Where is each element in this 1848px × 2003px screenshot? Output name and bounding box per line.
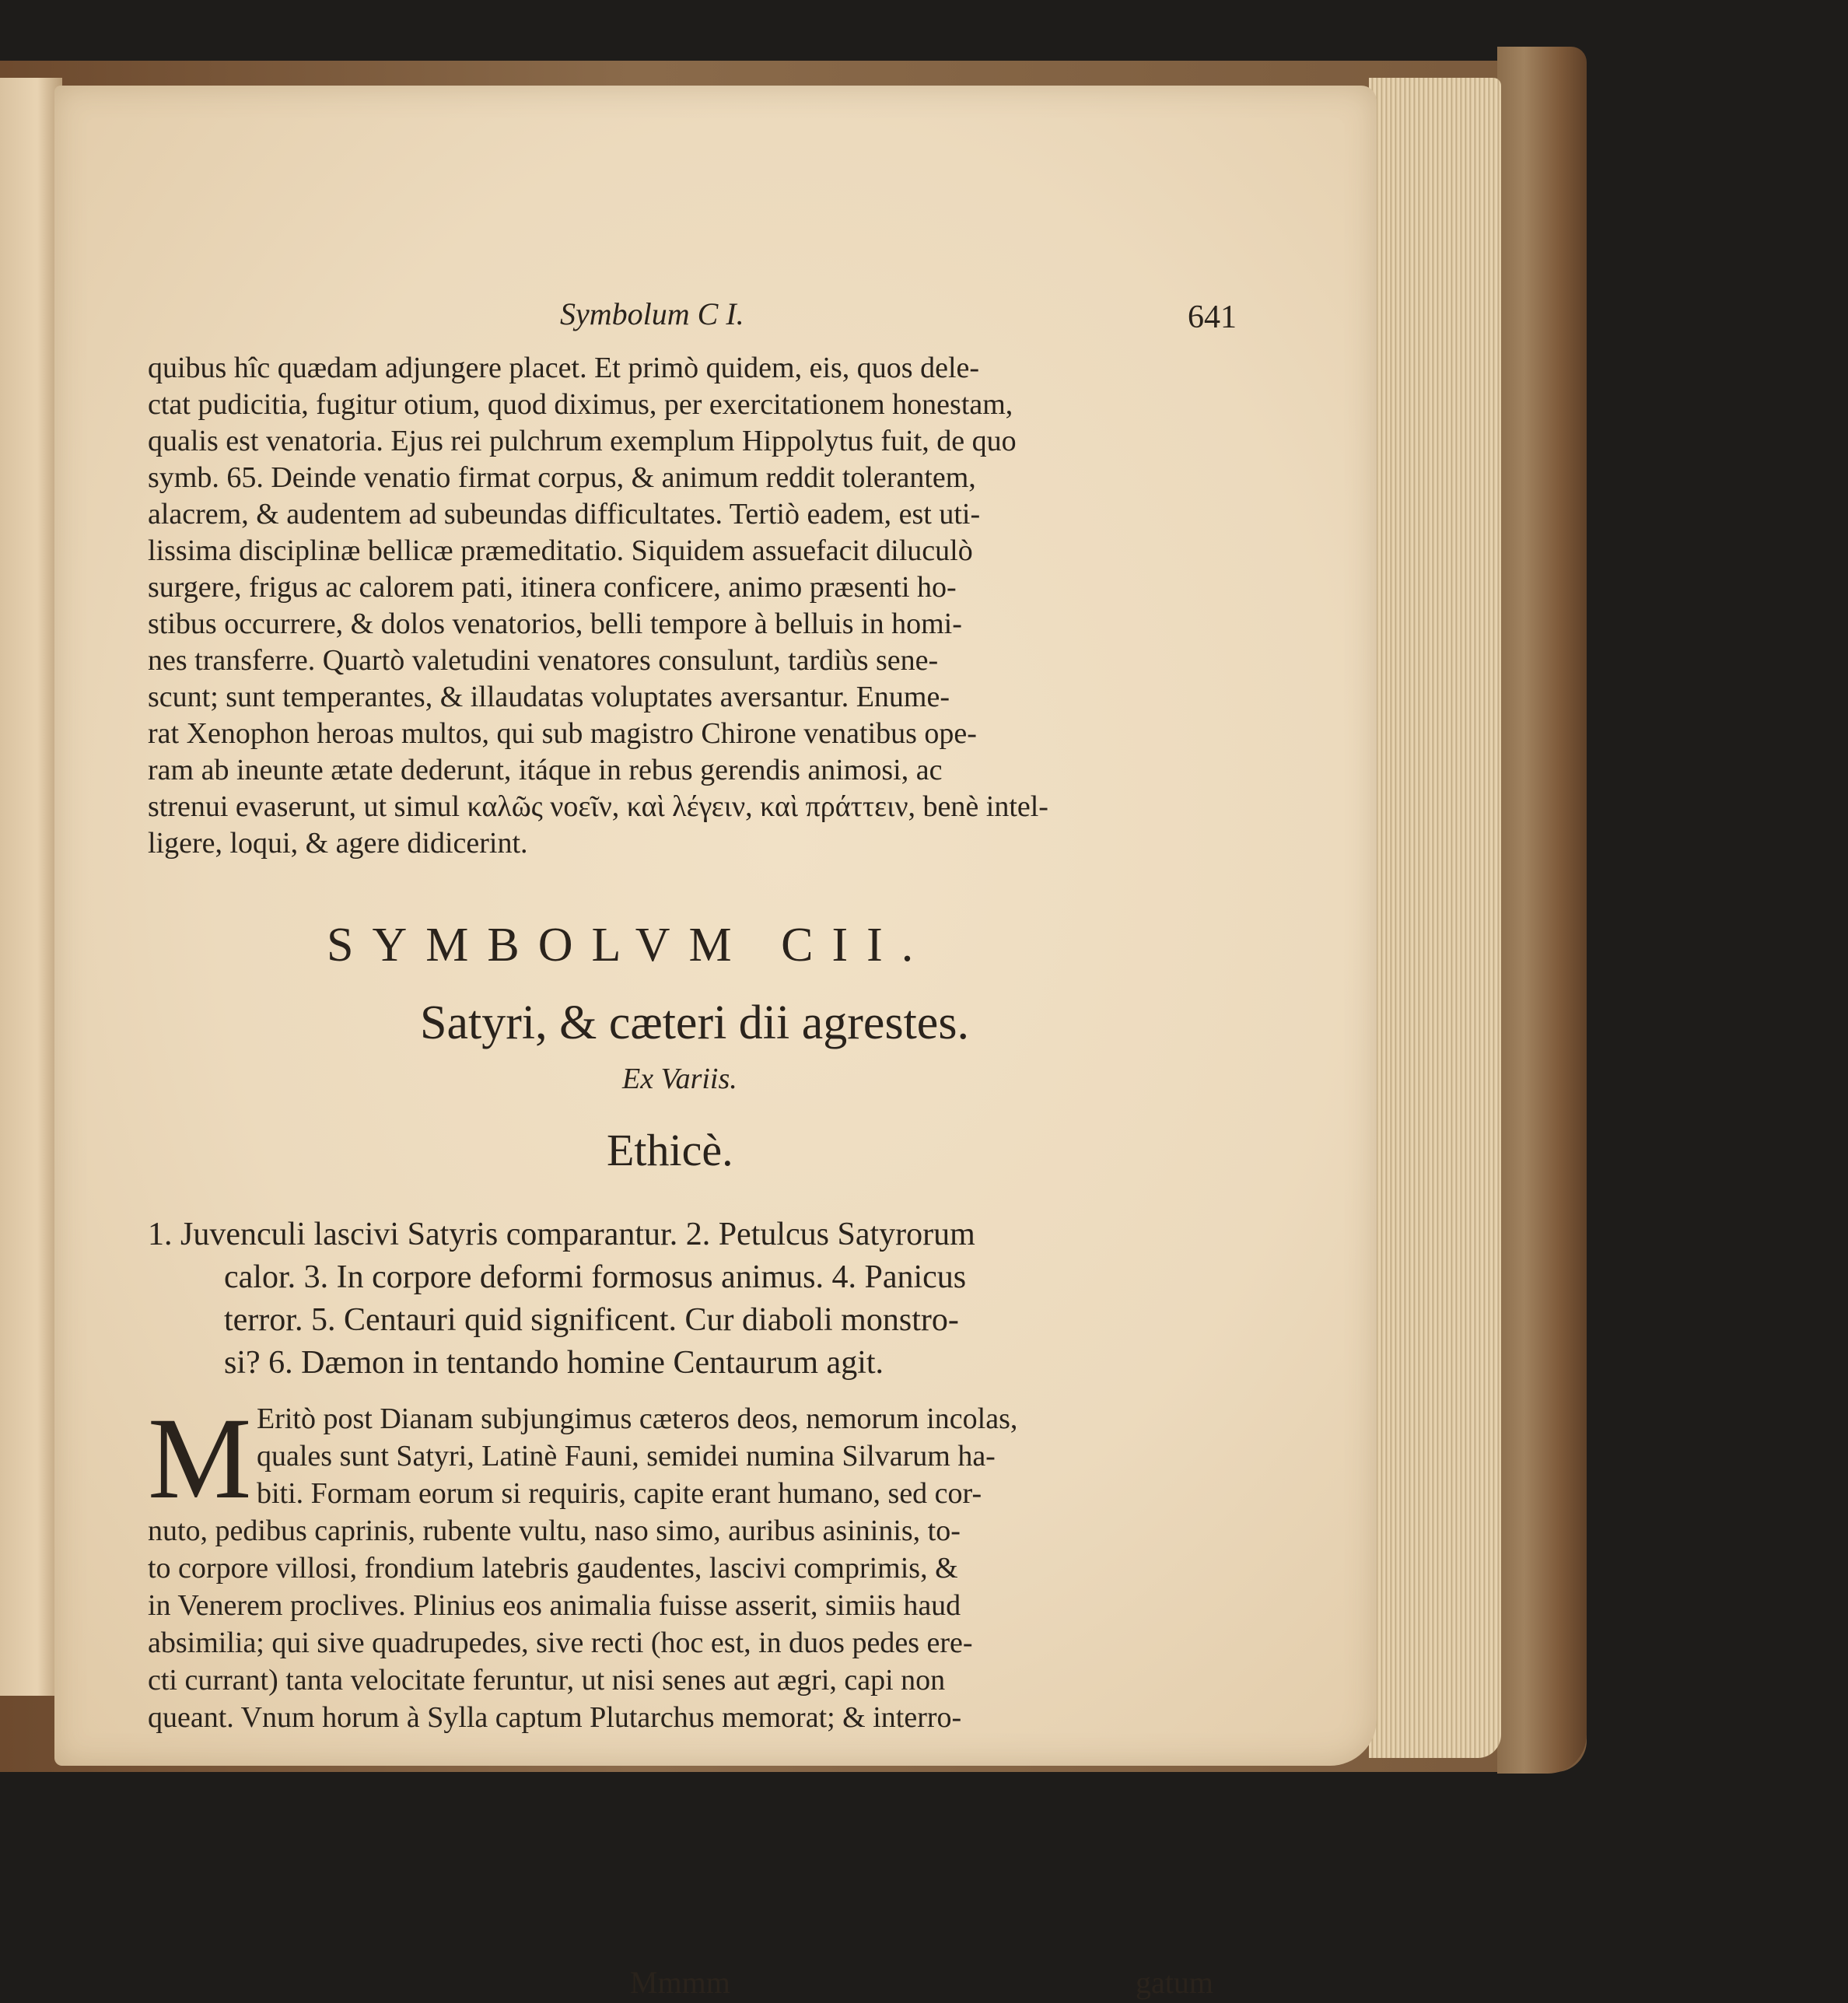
symbol-heading: SYMBOLVM CII.: [327, 919, 933, 972]
summary-list: [148, 1213, 1213, 1385]
text-line: quales sunt Satyri, Latinè Fauni, semidei numina Silvarum ha-: [257, 1440, 996, 1472]
text-line: lissima disciplinæ bellicæ præmeditatio. Siquidem assuefacit diluculò: [148, 534, 973, 567]
summary-line: 1. Juvenculi lascivi Satyris comparantur. 2. Petulcus Satyrorum: [148, 1217, 975, 1252]
text-line: symb. 65. Deinde venatio firmat corpus, & animum reddit tolerantem,: [148, 461, 976, 494]
text-line: nes transferre. Quartò valetudini venatores consulunt, tardiùs sene-: [148, 644, 939, 677]
section-label: Ethicè.: [607, 1125, 733, 1175]
text-line: in Venerem proclives. Plinius eos animalia fuisse asserit, simiis haud: [148, 1589, 961, 1622]
page-number: 641: [1188, 299, 1237, 335]
book-page: [54, 86, 1377, 2000]
summary-line: calor. 3. In corpore deformi formosus animus. 4. Panicus: [224, 1259, 967, 1295]
paragraph-continuation: [148, 350, 1237, 862]
text-line: qualis est venatoria. Ejus rei pulchrum exemplum Hippolytus fuit, de quo: [148, 425, 1017, 457]
text-line: quibus hîc quædam adjungere placet. Et primò quidem, eis, quos dele-: [148, 352, 980, 384]
summary-line: terror. 5. Centauri quid significent. Cur diaboli monstro-: [224, 1302, 959, 1338]
text-line: absimilia; qui sive quadrupedes, sive recti (hoc est, in duos pedes ere-: [148, 1627, 973, 1659]
text-line: biti. Formam eorum si requiris, capite erant humano, sed cor-: [257, 1477, 982, 1510]
body-paragraph: [148, 1394, 1213, 1736]
symbol-title: Satyri, & cæteri dii agrestes.: [420, 996, 969, 1049]
catchword: gatum: [1136, 1965, 1213, 2000]
drop-cap: M: [148, 1394, 252, 1523]
signature-mark: Mmmm: [630, 1965, 730, 2000]
page-edges: [1369, 78, 1501, 1758]
text-line: ligere, loqui, & agere didicerint.: [148, 827, 528, 860]
left-page-edge: [0, 78, 62, 1696]
symbol-source: Ex Variis.: [622, 1063, 737, 1095]
book-spine: [1497, 47, 1587, 1774]
text-line: stibus occurrere, & dolos venatorios, belli tempore à belluis in homi-: [148, 608, 962, 640]
text-line: strenui evaserunt, ut simul καλῶς νοεῖν, καὶ λέγειν, καὶ πράττειν, benè intel-: [148, 790, 1048, 823]
text-line: to corpore villosi, frondium latebris gaudentes, lascivi comprimis, &: [148, 1552, 958, 1585]
text-line: scunt; sunt temperantes, & illaudatas voluptates aversantur. Enume-: [148, 681, 950, 713]
text-line: rat Xenophon heroas multos, qui sub magistro Chirone venatibus ope-: [148, 717, 977, 750]
text-line: cti currant) tanta velocitate feruntur, ut nisi senes aut ægri, capi non: [148, 1664, 946, 1697]
text-line: alacrem, & audentem ad subeundas difficultates. Tertiò eadem, est uti-: [148, 498, 981, 531]
summary-line: si? 6. Dæmon in tentando homine Centaurum agit.: [224, 1345, 884, 1381]
text-line: ram ab ineunte ætate dederunt, itáque in rebus gerendis animosi, ac: [148, 754, 943, 786]
text-line: surgere, frigus ac calorem pati, itinera conficere, animo præsenti ho-: [148, 571, 957, 604]
text-line: Eritò post Dianam subjungimus cæteros deos, nemorum incolas,: [257, 1402, 1018, 1435]
text-line: queant. Vnum horum à Sylla captum Plutarchus memorat; & interro-: [148, 1701, 962, 1734]
catchline: [148, 1964, 1213, 2003]
text-line: nuto, pedibus caprinis, rubente vultu, naso simo, auribus asininis, to-: [148, 1515, 961, 1547]
running-head: [148, 296, 1237, 342]
text-line: ctat pudicitia, fugitur otium, quod diximus, per exercitationem honestam,: [148, 388, 1013, 421]
running-title: Symbolum C I.: [560, 296, 744, 331]
